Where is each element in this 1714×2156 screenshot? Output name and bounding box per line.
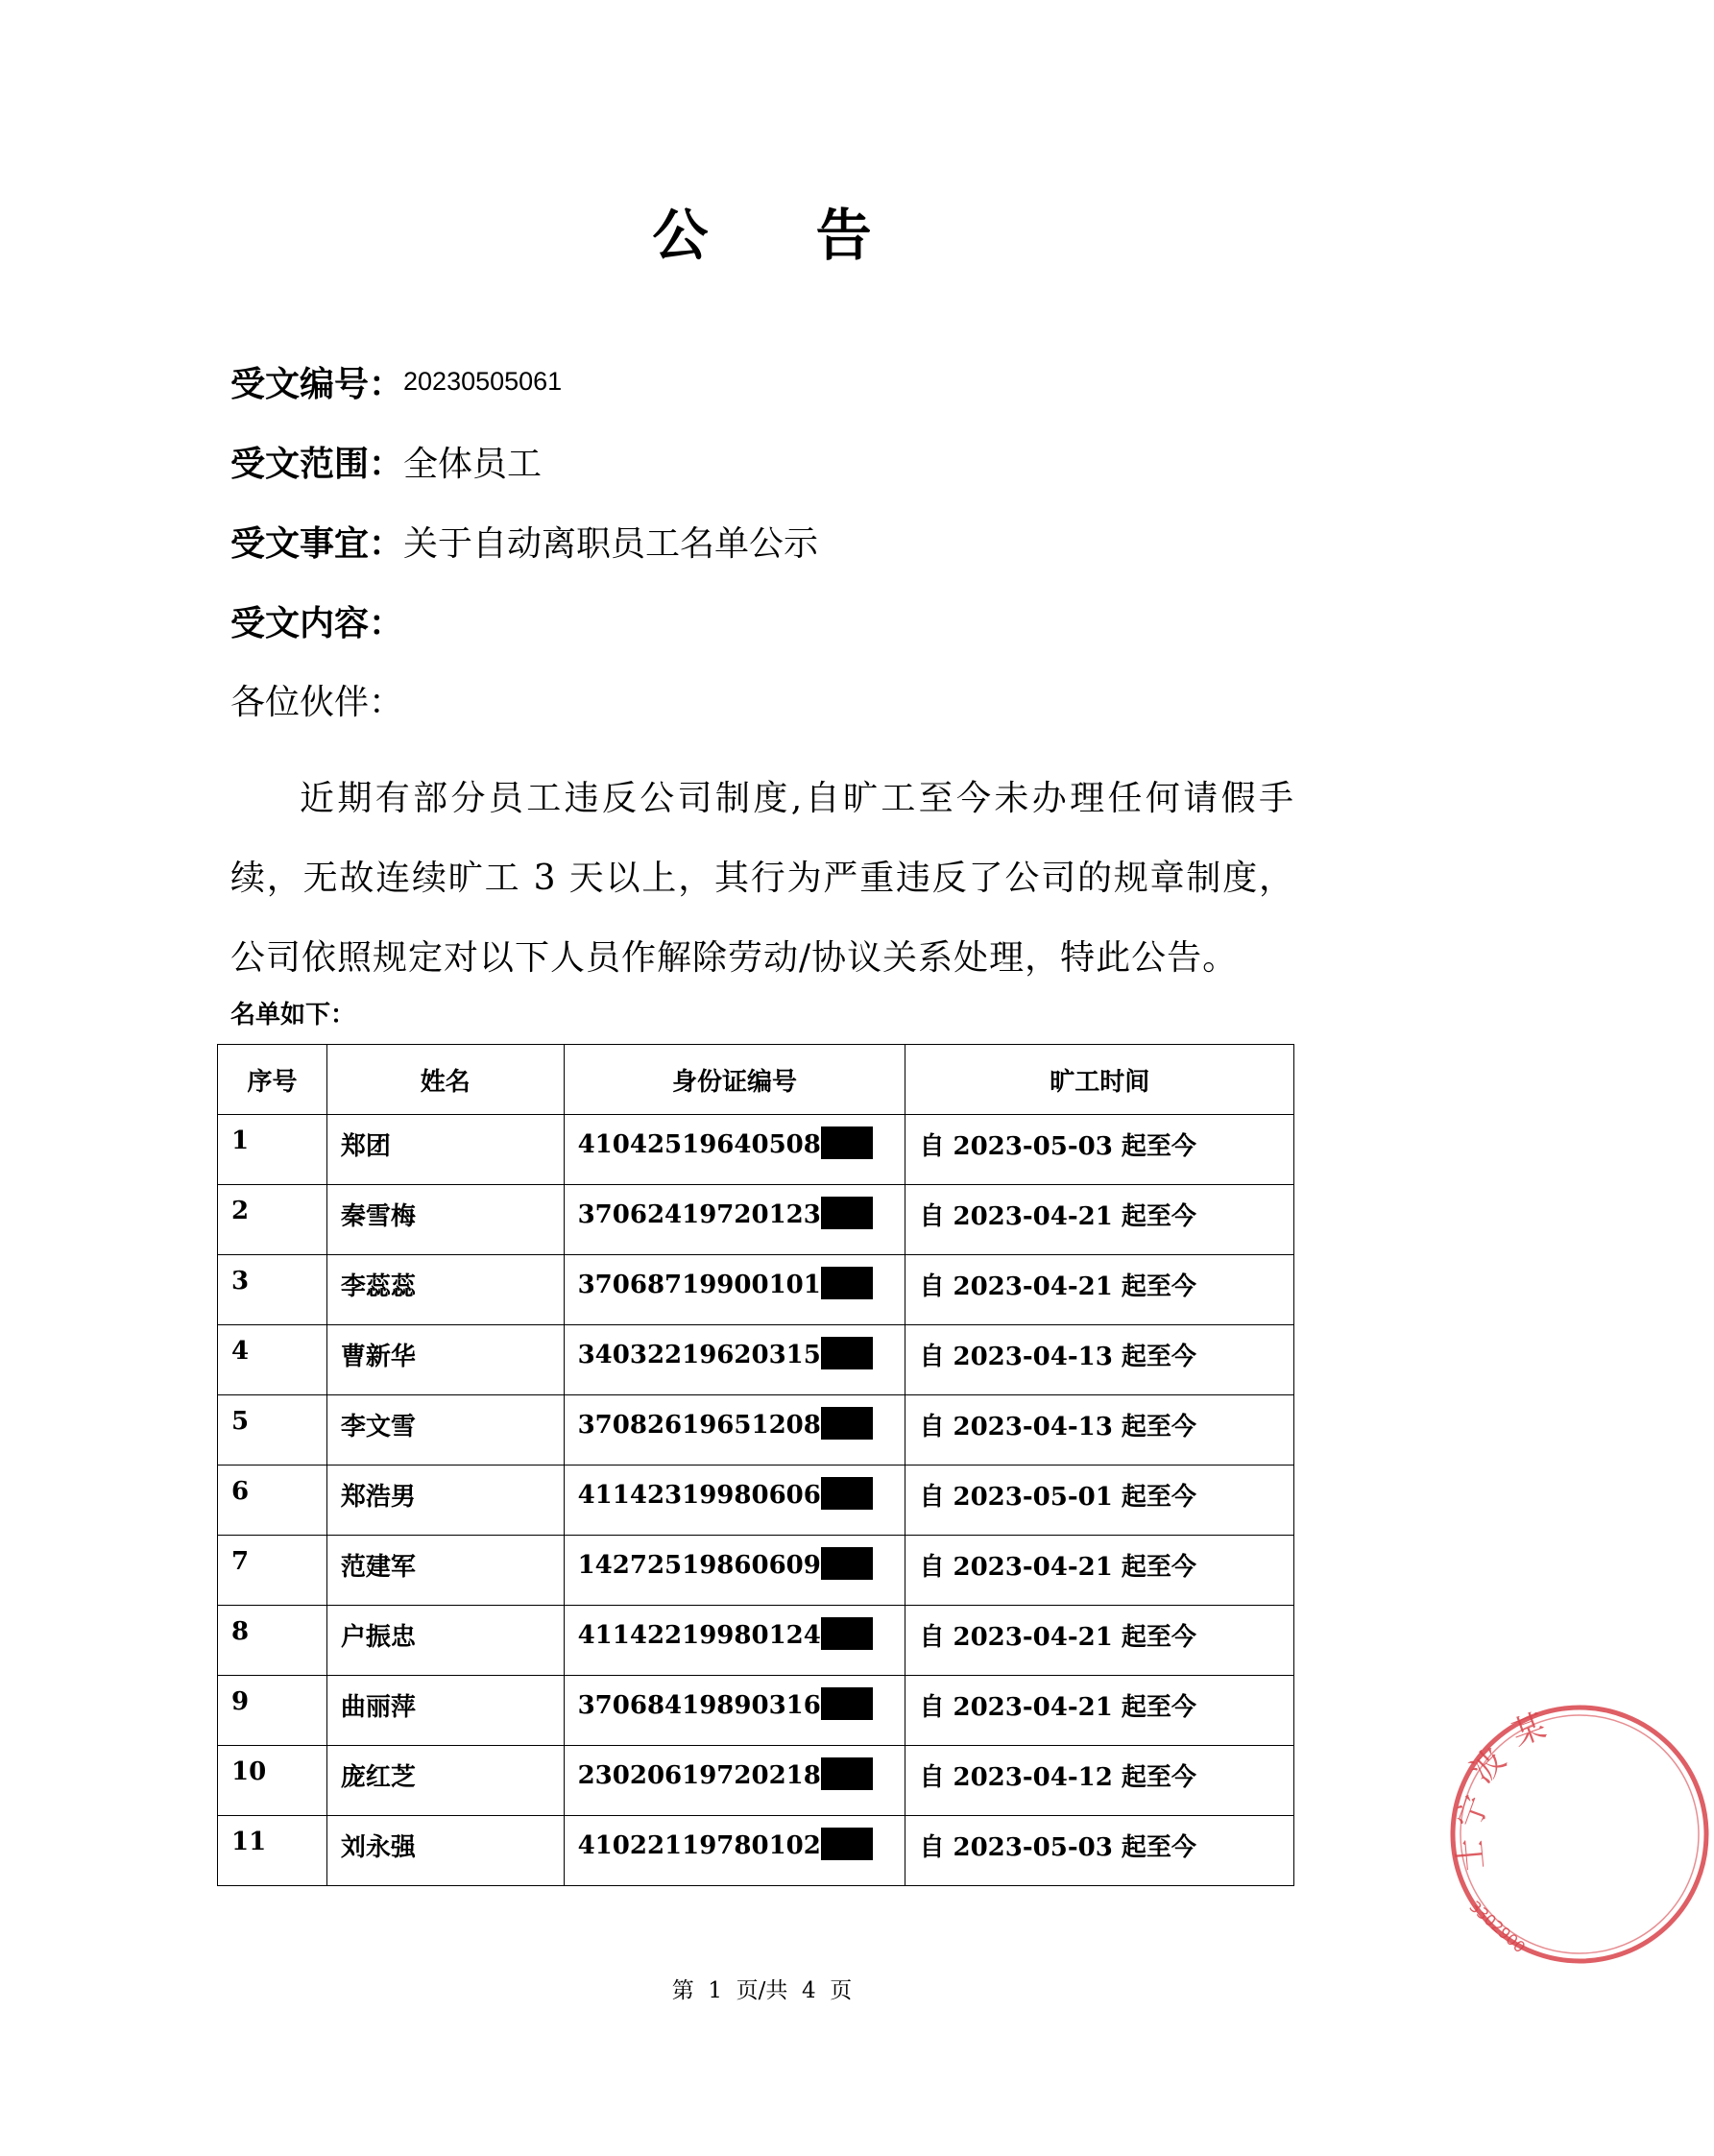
- scope-label: 受文范围：: [230, 444, 404, 484]
- cell-no: 8: [218, 1606, 327, 1676]
- table-row: [218, 1816, 1294, 1886]
- redaction-block: [821, 1757, 873, 1790]
- cell-name: 范建军: [326, 1536, 564, 1606]
- table-row: [218, 1746, 1294, 1816]
- cell-name: 李文雪: [326, 1395, 564, 1466]
- matter-field: [230, 521, 818, 568]
- redaction-block: [821, 1407, 873, 1440]
- table-row: [218, 1676, 1294, 1746]
- id-number-visible: 41142319980606: [577, 1481, 821, 1510]
- id-number-visible: 41022119780102: [577, 1831, 821, 1860]
- redaction-block: [821, 1126, 873, 1159]
- table-header-row: [218, 1045, 1294, 1115]
- cell-name: 郑团: [326, 1115, 564, 1185]
- table-row: [218, 1466, 1294, 1536]
- cell-id: [564, 1536, 905, 1606]
- doc-number-value: 20230505061: [403, 367, 563, 396]
- cell-id: [564, 1395, 905, 1466]
- body-paragraph: 近期有部分员工违反公司制度,自旷工至今未办理任何请假手续，无故连续旷工 3 天以上，其行为严重违反了公司的规章制度，公司依照规定对以下人员作解除劳动/协议关系处理，特此公告。: [230, 779, 1294, 978]
- cell-name: 郑浩男: [326, 1466, 564, 1536]
- cell-id: [564, 1115, 905, 1185]
- cell-id: [564, 1746, 905, 1816]
- cell-period: 自 2023-04-21 起至今: [905, 1536, 1294, 1606]
- redaction-block: [821, 1687, 873, 1720]
- redaction-block: [821, 1547, 873, 1580]
- id-number-visible: 37082619651208: [577, 1411, 821, 1440]
- cell-no: 3: [218, 1255, 327, 1325]
- svg-text:某: 某: [1507, 1707, 1552, 1755]
- id-number-visible: 23020619720218: [577, 1761, 821, 1790]
- redaction-block: [821, 1197, 873, 1229]
- redaction-block: [821, 1828, 873, 1860]
- id-number-visible: 37068419890316: [577, 1691, 821, 1720]
- cell-no: 11: [218, 1816, 327, 1886]
- content-label: 受文内容：: [230, 603, 404, 643]
- table-body: [218, 1115, 1294, 1886]
- content-field: [230, 600, 403, 647]
- cell-id: [564, 1606, 905, 1676]
- matter-label: 受文事宜：: [230, 523, 404, 564]
- table-row: [218, 1536, 1294, 1606]
- cell-id: [564, 1255, 905, 1325]
- cell-period: 自 2023-04-13 起至今: [905, 1325, 1294, 1395]
- table-row: [218, 1395, 1294, 1466]
- cell-id: [564, 1185, 905, 1255]
- cell-period: 自 2023-04-13 起至今: [905, 1395, 1294, 1466]
- table-row: [218, 1255, 1294, 1325]
- doc-number-label: 受文编号：: [230, 364, 404, 404]
- header-name: 姓名: [326, 1045, 564, 1115]
- id-number-visible: 37062419720123: [577, 1200, 821, 1229]
- cell-name: 李蕊蕊: [326, 1255, 564, 1325]
- cell-period: 自 2023-04-12 起至今: [905, 1746, 1294, 1816]
- cell-no: 1: [218, 1115, 327, 1185]
- cell-name: 庞红芝: [326, 1746, 564, 1816]
- cell-period: 自 2023-05-03 起至今: [905, 1115, 1294, 1185]
- id-number-visible: 34032219620315: [577, 1341, 821, 1369]
- cell-name: 曲丽萍: [326, 1676, 564, 1746]
- table-row: [218, 1185, 1294, 1255]
- cell-period: 自 2023-04-21 起至今: [905, 1676, 1294, 1746]
- svg-text:士: 士: [1450, 1836, 1492, 1873]
- cell-id: [564, 1325, 905, 1395]
- header-id: 身份证编号: [564, 1045, 905, 1115]
- cell-no: 6: [218, 1466, 327, 1536]
- cell-name: 曹新华: [326, 1325, 564, 1395]
- cell-name: 户振忠: [326, 1606, 564, 1676]
- cell-period: 自 2023-05-01 起至今: [905, 1466, 1294, 1536]
- cell-id: [564, 1816, 905, 1886]
- cell-no: 7: [218, 1536, 327, 1606]
- company-seal: [1445, 1700, 1714, 1969]
- doc-number-field: [230, 361, 562, 410]
- cell-period: 自 2023-04-21 起至今: [905, 1255, 1294, 1325]
- svg-text:3302900: 3302900: [1465, 1897, 1530, 1957]
- cell-period: 自 2023-04-21 起至今: [905, 1606, 1294, 1676]
- cell-no: 2: [218, 1185, 327, 1255]
- svg-text:波: 波: [1463, 1740, 1514, 1791]
- cell-period: 自 2023-04-21 起至今: [905, 1185, 1294, 1255]
- id-number-visible: 41042519640508: [577, 1130, 821, 1159]
- scope-field: [230, 441, 542, 488]
- svg-text:宁: 宁: [1449, 1790, 1497, 1834]
- redaction-block: [821, 1477, 873, 1510]
- page-footer: 第 1 页/共 4 页: [671, 1978, 853, 2003]
- cell-no: 9: [218, 1676, 327, 1746]
- cell-id: [564, 1676, 905, 1746]
- list-title: 名单如下：: [230, 1001, 356, 1030]
- id-number-visible: 37068719900101: [577, 1271, 821, 1299]
- redaction-block: [821, 1337, 873, 1369]
- matter-value: 关于自动离职员工名单公示: [403, 524, 819, 564]
- dismissal-table: [217, 1044, 1294, 1886]
- table-row: [218, 1325, 1294, 1395]
- redaction-block: [821, 1267, 873, 1299]
- header-no: 序号: [218, 1045, 327, 1115]
- cell-name: 秦雪梅: [326, 1185, 564, 1255]
- cell-id: [564, 1466, 905, 1536]
- scope-value: 全体员工: [403, 445, 543, 484]
- cell-no: 4: [218, 1325, 327, 1395]
- cell-name: 刘永强: [326, 1816, 564, 1886]
- cell-no: 10: [218, 1746, 327, 1816]
- cell-period: 自 2023-05-03 起至今: [905, 1816, 1294, 1886]
- id-number-visible: 14272519860609: [577, 1551, 821, 1580]
- page-title: 公 告: [652, 203, 916, 268]
- redaction-block: [821, 1617, 873, 1650]
- id-number-visible: 41142219980124: [577, 1621, 821, 1650]
- cell-no: 5: [218, 1395, 327, 1466]
- header-period: 旷工时间: [905, 1045, 1294, 1115]
- table-row: [218, 1115, 1294, 1185]
- greeting: 各位伙伴：: [230, 683, 404, 722]
- table-row: [218, 1606, 1294, 1676]
